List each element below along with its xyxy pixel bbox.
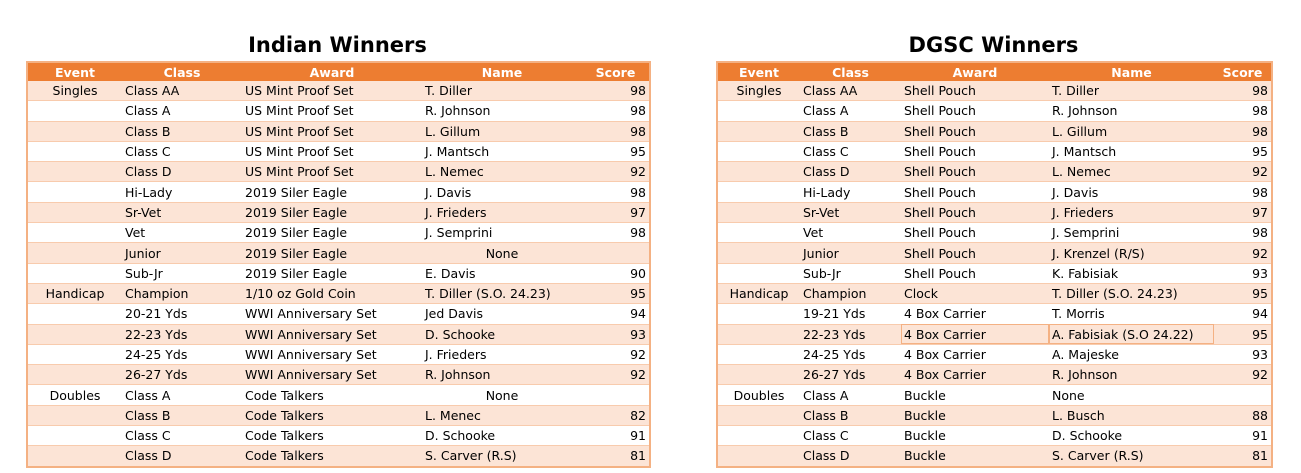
cell-award: Shell Pouch xyxy=(901,121,1049,141)
cell-name: D. Schooke xyxy=(422,426,582,446)
cell-name: A. Fabisiak (S.O 24.22) xyxy=(1049,324,1214,344)
cell-score xyxy=(1214,385,1272,405)
cell-award: 1/10 oz Gold Coin xyxy=(242,283,422,303)
cell-name: J. Semprini xyxy=(422,223,582,243)
cell-event xyxy=(27,365,122,385)
cell-award: 4 Box Carrier xyxy=(901,365,1049,385)
dgsc-winners-table xyxy=(716,61,1273,468)
cell-score: 98 xyxy=(582,101,650,121)
cell-class: Class A xyxy=(122,385,242,405)
cell-event xyxy=(717,344,800,364)
cell-event xyxy=(27,426,122,446)
cell-name: L. Gillum xyxy=(1049,121,1214,141)
indian-winners-table xyxy=(26,61,651,468)
cell-event: Handicap xyxy=(27,283,122,303)
table-row xyxy=(27,101,650,121)
table-row xyxy=(717,101,1272,121)
cell-event xyxy=(717,324,800,344)
cell-event xyxy=(27,121,122,141)
cell-score: 92 xyxy=(582,162,650,182)
cell-award: US Mint Proof Set xyxy=(242,121,422,141)
cell-score: 98 xyxy=(582,223,650,243)
cell-event xyxy=(27,243,122,263)
cell-score: 98 xyxy=(1214,121,1272,141)
cell-class: 19-21 Yds xyxy=(800,304,901,324)
table-row xyxy=(717,141,1272,161)
cell-class: Class B xyxy=(800,405,901,425)
cell-class: Champion xyxy=(800,283,901,303)
table-row xyxy=(717,81,1272,101)
table-row xyxy=(27,121,650,141)
cell-name: None xyxy=(422,243,582,263)
table-row xyxy=(27,304,650,324)
table-row xyxy=(717,365,1272,385)
cell-event xyxy=(717,162,800,182)
cell-event xyxy=(27,223,122,243)
table-row xyxy=(717,243,1272,263)
column-header-score: Score xyxy=(1214,62,1272,81)
cell-name: S. Carver (R.S) xyxy=(1049,446,1214,467)
cell-score: 92 xyxy=(582,344,650,364)
cell-event xyxy=(27,141,122,161)
cell-name: T. Diller xyxy=(1049,81,1214,101)
cell-name: T. Morris xyxy=(1049,304,1214,324)
cell-class: Class A xyxy=(800,385,901,405)
cell-name: J. Frieders xyxy=(1049,202,1214,222)
cell-score: 95 xyxy=(1214,324,1272,344)
column-header-award: Award xyxy=(242,62,422,81)
table-row xyxy=(717,223,1272,243)
cell-event: Handicap xyxy=(717,283,800,303)
cell-class: Vet xyxy=(800,223,901,243)
cell-class: Class D xyxy=(800,446,901,467)
cell-event xyxy=(27,405,122,425)
cell-award: Code Talkers xyxy=(242,385,422,405)
cell-score: 81 xyxy=(582,446,650,467)
column-header-event: Event xyxy=(717,62,800,81)
table-row xyxy=(27,365,650,385)
table-row xyxy=(27,202,650,222)
table-row xyxy=(717,162,1272,182)
cell-award: Shell Pouch xyxy=(901,101,1049,121)
cell-class: Class AA xyxy=(800,81,901,101)
cell-event xyxy=(27,304,122,324)
cell-class: Hi-Lady xyxy=(800,182,901,202)
cell-class: 26-27 Yds xyxy=(122,365,242,385)
table-header-row xyxy=(27,62,650,81)
cell-score: 92 xyxy=(1214,162,1272,182)
cell-name: E. Davis xyxy=(422,263,582,283)
cell-class: Champion xyxy=(122,283,242,303)
cell-award: 2019 Siler Eagle xyxy=(242,202,422,222)
table-header-row xyxy=(717,62,1272,81)
cell-class: Class B xyxy=(800,121,901,141)
table-row xyxy=(27,182,650,202)
column-header-event: Event xyxy=(27,62,122,81)
cell-award: Code Talkers xyxy=(242,426,422,446)
cell-name: R. Johnson xyxy=(422,365,582,385)
cell-name: J. Davis xyxy=(1049,182,1214,202)
cell-event xyxy=(717,223,800,243)
cell-event xyxy=(27,182,122,202)
cell-score: 88 xyxy=(1214,405,1272,425)
cell-score: 91 xyxy=(1214,426,1272,446)
table-row xyxy=(27,263,650,283)
cell-name: L. Nemec xyxy=(422,162,582,182)
cell-event xyxy=(27,446,122,467)
cell-award: Shell Pouch xyxy=(901,223,1049,243)
cell-event xyxy=(717,101,800,121)
cell-award: 2019 Siler Eagle xyxy=(242,182,422,202)
table-row xyxy=(717,385,1272,405)
cell-award: Shell Pouch xyxy=(901,182,1049,202)
table-row xyxy=(717,202,1272,222)
cell-score: 93 xyxy=(1214,344,1272,364)
cell-event: Doubles xyxy=(717,385,800,405)
dgsc-winners-body xyxy=(717,81,1272,467)
cell-award: 4 Box Carrier xyxy=(901,324,1049,344)
cell-score: 92 xyxy=(1214,365,1272,385)
cell-class: Vet xyxy=(122,223,242,243)
cell-event xyxy=(717,263,800,283)
table-row xyxy=(717,405,1272,425)
cell-class: Class C xyxy=(800,426,901,446)
cell-event xyxy=(27,202,122,222)
cell-name: T. Diller (S.O. 24.23) xyxy=(1049,283,1214,303)
cell-score: 98 xyxy=(582,81,650,101)
cell-score: 92 xyxy=(1214,243,1272,263)
column-header-class: Class xyxy=(122,62,242,81)
cell-class: Sr-Vet xyxy=(122,202,242,222)
cell-award: Shell Pouch xyxy=(901,141,1049,161)
table-row xyxy=(27,405,650,425)
cell-award: 4 Box Carrier xyxy=(901,344,1049,364)
cell-class: Class B xyxy=(122,121,242,141)
cell-event xyxy=(717,365,800,385)
cell-event xyxy=(27,162,122,182)
cell-event xyxy=(717,182,800,202)
cell-name: Jed Davis xyxy=(422,304,582,324)
cell-score: 95 xyxy=(1214,141,1272,161)
cell-class: Junior xyxy=(122,243,242,263)
cell-class: Sub-Jr xyxy=(800,263,901,283)
cell-award: 2019 Siler Eagle xyxy=(242,263,422,283)
table-row xyxy=(717,283,1272,303)
cell-name: K. Fabisiak xyxy=(1049,263,1214,283)
cell-class: Sr-Vet xyxy=(800,202,901,222)
cell-award: Buckle xyxy=(901,385,1049,405)
dgsc-winners-panel xyxy=(716,30,1271,468)
cell-name: D. Schooke xyxy=(1049,426,1214,446)
cell-name: J. Semprini xyxy=(1049,223,1214,243)
cell-class: Class D xyxy=(122,446,242,467)
cell-name: L. Nemec xyxy=(1049,162,1214,182)
table-row xyxy=(717,324,1272,344)
cell-score: 91 xyxy=(582,426,650,446)
table-row xyxy=(27,162,650,182)
cell-award: Shell Pouch xyxy=(901,263,1049,283)
column-header-score: Score xyxy=(582,62,650,81)
cell-class: Class A xyxy=(800,101,901,121)
cell-event: Singles xyxy=(717,81,800,101)
cell-event: Doubles xyxy=(27,385,122,405)
cell-class: Class C xyxy=(122,141,242,161)
cell-event xyxy=(27,101,122,121)
cell-award: Code Talkers xyxy=(242,446,422,467)
cell-award: 4 Box Carrier xyxy=(901,304,1049,324)
column-header-name: Name xyxy=(1049,62,1214,81)
cell-award: Buckle xyxy=(901,405,1049,425)
cell-name: L. Menec xyxy=(422,405,582,425)
cell-event xyxy=(27,263,122,283)
cell-event xyxy=(717,243,800,263)
cell-name: J. Frieders xyxy=(422,202,582,222)
cell-score: 92 xyxy=(582,365,650,385)
cell-event xyxy=(717,426,800,446)
cell-award: Shell Pouch xyxy=(901,81,1049,101)
column-header-name: Name xyxy=(422,62,582,81)
table-row xyxy=(717,121,1272,141)
cell-score: 98 xyxy=(1214,101,1272,121)
cell-award: WWI Anniversary Set xyxy=(242,324,422,344)
cell-class: Sub-Jr xyxy=(122,263,242,283)
table-row xyxy=(27,81,650,101)
cell-event: Singles xyxy=(27,81,122,101)
table-row xyxy=(27,141,650,161)
cell-award: Shell Pouch xyxy=(901,202,1049,222)
cell-score: 95 xyxy=(1214,283,1272,303)
cell-class: 24-25 Yds xyxy=(800,344,901,364)
cell-event xyxy=(717,141,800,161)
cell-name: L. Gillum xyxy=(422,121,582,141)
cell-score: 94 xyxy=(1214,304,1272,324)
cell-award: US Mint Proof Set xyxy=(242,101,422,121)
cell-award: Code Talkers xyxy=(242,405,422,425)
cell-score: 95 xyxy=(582,141,650,161)
cell-award: Buckle xyxy=(901,446,1049,467)
cell-award: WWI Anniversary Set xyxy=(242,344,422,364)
cell-score: 98 xyxy=(582,182,650,202)
cell-class: Class B xyxy=(122,405,242,425)
cell-award: 2019 Siler Eagle xyxy=(242,223,422,243)
cell-class: Hi-Lady xyxy=(122,182,242,202)
cell-class: 22-23 Yds xyxy=(800,324,901,344)
cell-score: 94 xyxy=(582,304,650,324)
table-row xyxy=(27,324,650,344)
cell-class: 22-23 Yds xyxy=(122,324,242,344)
cell-score: 98 xyxy=(582,121,650,141)
cell-name: R. Johnson xyxy=(1049,365,1214,385)
cell-name: J. Mantsch xyxy=(422,141,582,161)
table-row xyxy=(27,385,650,405)
table-row xyxy=(717,304,1272,324)
cell-class: Class A xyxy=(122,101,242,121)
cell-name: S. Carver (R.S) xyxy=(422,446,582,467)
cell-class: Class D xyxy=(122,162,242,182)
cell-award: 2019 Siler Eagle xyxy=(242,243,422,263)
cell-event xyxy=(717,446,800,467)
cell-score xyxy=(582,385,650,405)
cell-award: Shell Pouch xyxy=(901,162,1049,182)
table-row xyxy=(717,263,1272,283)
cell-name: J. Mantsch xyxy=(1049,141,1214,161)
cell-score xyxy=(582,243,650,263)
cell-score: 98 xyxy=(1214,223,1272,243)
dgsc-winners-title: DGSC Winners xyxy=(908,33,1079,57)
cell-score: 95 xyxy=(582,283,650,303)
cell-award: Clock xyxy=(901,283,1049,303)
cell-name: A. Majeske xyxy=(1049,344,1214,364)
cell-name: R. Johnson xyxy=(1049,101,1214,121)
indian-winners-body xyxy=(27,81,650,467)
table-row xyxy=(717,344,1272,364)
cell-event xyxy=(717,202,800,222)
cell-score: 93 xyxy=(582,324,650,344)
cell-class: Junior xyxy=(800,243,901,263)
cell-name: T. Diller xyxy=(422,81,582,101)
cell-score: 97 xyxy=(1214,202,1272,222)
cell-class: 24-25 Yds xyxy=(122,344,242,364)
cell-class: Class C xyxy=(122,426,242,446)
cell-score: 98 xyxy=(1214,81,1272,101)
table-row xyxy=(27,344,650,364)
cell-class: Class C xyxy=(800,141,901,161)
cell-event xyxy=(717,405,800,425)
cell-score: 81 xyxy=(1214,446,1272,467)
cell-event xyxy=(717,121,800,141)
table-row xyxy=(27,243,650,263)
cell-name: D. Schooke xyxy=(422,324,582,344)
cell-name: L. Busch xyxy=(1049,405,1214,425)
cell-class: 26-27 Yds xyxy=(800,365,901,385)
indian-winners-panel xyxy=(26,30,649,468)
cell-name: None xyxy=(422,385,582,405)
table-row xyxy=(27,446,650,467)
cell-award: WWI Anniversary Set xyxy=(242,365,422,385)
cell-event xyxy=(27,344,122,364)
table-row xyxy=(27,223,650,243)
indian-winners-title: Indian Winners xyxy=(248,33,427,57)
cell-event xyxy=(717,304,800,324)
cell-class: Class D xyxy=(800,162,901,182)
cell-class: 20-21 Yds xyxy=(122,304,242,324)
cell-event xyxy=(27,324,122,344)
table-row xyxy=(27,426,650,446)
cell-award: Shell Pouch xyxy=(901,243,1049,263)
table-row xyxy=(717,182,1272,202)
cell-award: US Mint Proof Set xyxy=(242,81,422,101)
cell-score: 93 xyxy=(1214,263,1272,283)
cell-award: Buckle xyxy=(901,426,1049,446)
cell-award: WWI Anniversary Set xyxy=(242,304,422,324)
cell-score: 90 xyxy=(582,263,650,283)
cell-name: T. Diller (S.O. 24.23) xyxy=(422,283,582,303)
cell-award: US Mint Proof Set xyxy=(242,141,422,161)
cell-name: None xyxy=(1049,385,1214,405)
column-header-class: Class xyxy=(800,62,901,81)
cell-award: US Mint Proof Set xyxy=(242,162,422,182)
cell-score: 82 xyxy=(582,405,650,425)
cell-name: R. Johnson xyxy=(422,101,582,121)
cell-score: 98 xyxy=(1214,182,1272,202)
table-row xyxy=(717,426,1272,446)
cell-score: 97 xyxy=(582,202,650,222)
cell-name: J. Krenzel (R/S) xyxy=(1049,243,1214,263)
cell-name: J. Frieders xyxy=(422,344,582,364)
table-row xyxy=(717,446,1272,467)
cell-name: J. Davis xyxy=(422,182,582,202)
table-row xyxy=(27,283,650,303)
cell-class: Class AA xyxy=(122,81,242,101)
column-header-award: Award xyxy=(901,62,1049,81)
